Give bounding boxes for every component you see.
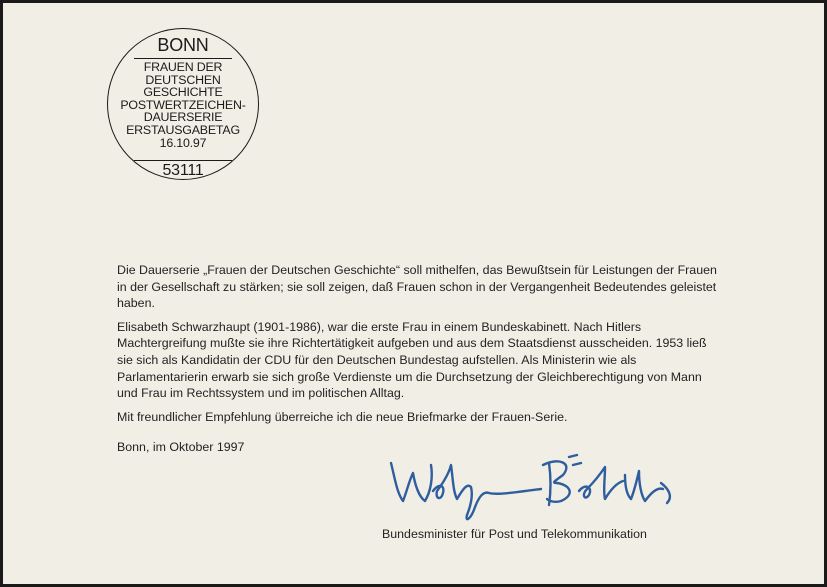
postmark-rule-top: [134, 58, 232, 59]
postmark-postcode: 53111: [162, 162, 204, 179]
postmark-city: BONN: [157, 35, 209, 55]
postmark-line: FRAUEN DER: [143, 60, 223, 74]
postmark-rule-bottom: [134, 160, 232, 161]
postmark-line: DEUTSCHEN: [145, 72, 221, 87]
letter-body: [117, 262, 717, 432]
paragraph-intro: Die Dauerserie „Frauen der Deutschen Geschichte“ soll mithelfen, das Bewußtsein für Leistungen der Frauen in der Gesellschaft zu stärken; sie soll zeigen, daß Frauen schon in der Vergangenheit Bedeutendes geleistet haben.: [117, 263, 717, 311]
postmark-line: DAUERSERIE: [143, 110, 223, 125]
postmark-line: ERSTAUSGABETAG: [126, 122, 240, 137]
postmark-line: GESCHICHTE: [143, 85, 223, 100]
postmark-line: POSTWERTZEICHEN-: [120, 97, 246, 112]
place-date: Bonn, im Oktober 1997: [117, 440, 245, 454]
signature-icon: [373, 443, 693, 539]
sender-title: Bundesminister für Post und Telekommunikation: [382, 527, 647, 541]
paragraph-biography: Elisabeth Schwarzhaupt (1901-1986), war die erste Frau in einem Bundeskabinett. Nach Hitlers Machtergreifung mußte sie ihre Richtertätigkeit aufgeben und aus dem Staatsdienst ausscheiden. 1953 ließ sie sich als Kandidatin der CDU für den Deutschen Bundestag aufstellen. Als Ministerin wie als Parlamentarierin erwarb sie sich große Verdienste um die Durchsetzung der Gleichberechtigung von Mann und Frau im Rechtssystem und im politischen Alltag.: [117, 319, 707, 401]
paragraph-recommendation: Mit freundlicher Empfehlung überreiche ich die neue Briefmarke der Frauen-Serie.: [117, 409, 568, 424]
postmark: [107, 28, 259, 180]
postmark-date: 16.10.97: [159, 135, 207, 150]
postmark-text: [108, 61, 258, 149]
